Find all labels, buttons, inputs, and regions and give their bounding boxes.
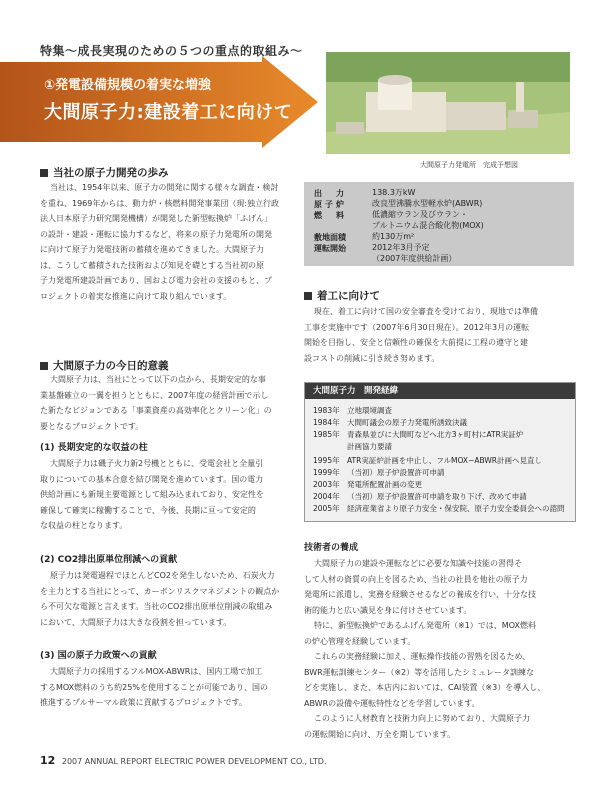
history-year: 1995年 bbox=[313, 456, 340, 465]
spec-row-site-area bbox=[314, 232, 414, 243]
subheading-stable-revenue: (1) 長期安定的な収益の柱 bbox=[40, 443, 148, 453]
spec-row-start bbox=[314, 243, 456, 264]
spec-value bbox=[372, 243, 456, 264]
text-line: 現在、着工に向けて国の安全審査を受けており、現地では準備 bbox=[314, 307, 538, 316]
spec-value-line: プルトニウム混合酸化物(MOX) bbox=[372, 220, 484, 230]
history-box bbox=[304, 382, 576, 522]
text-line: して人材の資質の向上を図るため、当社の社員を他社の原子力 bbox=[304, 574, 528, 584]
section-kicker: 特集〜成長実現のための５つの重点的取組み〜 bbox=[40, 44, 303, 58]
heading-square-icon bbox=[304, 292, 312, 300]
paragraph-engineer-training bbox=[304, 556, 574, 742]
paragraph-significance bbox=[40, 372, 290, 434]
spec-row-reactor bbox=[314, 199, 482, 210]
text-line: 術的能力と広い識見を身に付けさせています。 bbox=[304, 605, 472, 615]
text-line: 取りについての基本合意を結び開発を進めています。国の電力 bbox=[40, 474, 264, 484]
text-line: 子力発電所建設計画であり、国および電力会社の支援のもと、プ bbox=[40, 276, 272, 285]
paragraph-history bbox=[40, 180, 290, 304]
paragraph-toward-construction bbox=[304, 304, 574, 366]
text-line: た新たなビジョンである「事業資産の高効率化とクリーン化」の bbox=[40, 406, 272, 415]
text-line: 開始を目指し、安全と信頼性の確保を大前提に工程の遵守と建 bbox=[304, 338, 528, 347]
history-text: 大間町議会の原子力発電所誘致決議 bbox=[347, 418, 467, 427]
history-row bbox=[313, 467, 445, 478]
text-line: において、大間原子力は大きな役割を担っています。 bbox=[40, 617, 232, 627]
text-line: は、こうして蓄積された技術および知見を礎とする当社初の原 bbox=[40, 260, 264, 270]
text-line: 確保して確実に稼働することで、今後、長期に亘って安定的 bbox=[40, 505, 256, 515]
text-line: 特に、新型転換炉であるふげん発電所（※1）では、MOX燃料 bbox=[314, 621, 536, 630]
text-line: 大間原子力の採用するフルMOX-ABWRは、国内工場で加工 bbox=[50, 667, 263, 676]
heading-text: 着工に向けて bbox=[317, 290, 380, 302]
text-line: ロジェクトの着実な推進に向けて取り組んでいます。 bbox=[40, 291, 232, 301]
history-text: 計画協力要請 bbox=[347, 442, 392, 451]
text-line: の設計・建設・運転に協力するなど、将来の原子力発電所の開発 bbox=[40, 229, 272, 239]
history-row bbox=[313, 455, 542, 466]
paragraph-stable-revenue bbox=[40, 456, 290, 534]
history-text: 青森県並びに大間町などへ北方3ヶ町村にATR実証炉 bbox=[347, 430, 524, 439]
history-row bbox=[313, 479, 422, 490]
text-line: 要となるプロジェクトです。 bbox=[40, 421, 144, 431]
history-text: （当初）原子炉設置許可申請を取り下げ、改めて申請 bbox=[347, 492, 527, 501]
history-text: 立地環境調査 bbox=[347, 406, 392, 415]
text-line: 原子力は発電過程でほとんどCO2を発生しないため、石炭火力 bbox=[50, 571, 275, 580]
spec-box bbox=[304, 182, 574, 266]
history-year: 1984年 bbox=[313, 418, 340, 427]
plant-rendering-image bbox=[326, 52, 570, 154]
text-line: 法人日本原子力研究開発機構）が開発した新型転換炉「ふげん」 bbox=[40, 214, 272, 223]
text-line: 発電所に派遣し、実務を経験させるなどの養成を行い、十分な技 bbox=[304, 590, 536, 599]
spec-key: 敷地面積 bbox=[314, 233, 346, 242]
spec-value: 138.3万kW bbox=[372, 188, 416, 197]
history-year: 2004年 bbox=[313, 492, 340, 501]
history-text: 発電所配置計画の変更 bbox=[347, 480, 422, 489]
history-year: 1985年 bbox=[313, 430, 340, 439]
spec-key: 運転開始 bbox=[314, 244, 346, 253]
history-year: 2003年 bbox=[313, 480, 340, 489]
banner-subtitle: ①発電設備規模の着実な増強 bbox=[44, 78, 212, 93]
history-row bbox=[313, 429, 523, 440]
paragraph-national-policy bbox=[40, 664, 290, 711]
spec-row-fuel bbox=[314, 210, 484, 231]
text-line: 大間原子力は磯子火力新2号機とともに、受電会社と全量引 bbox=[50, 459, 264, 468]
text-line: の炉心管理を経験しています。 bbox=[304, 636, 416, 646]
spec-key: 原子炉 bbox=[314, 200, 347, 209]
history-title: 大間原子力 開発経緯 bbox=[305, 383, 575, 399]
spec-value-line: （2007年度供給計画） bbox=[372, 253, 457, 263]
text-line: 工事を実施中です（2007年6月30日現在）。2012年3月の運転 bbox=[304, 322, 530, 332]
history-row bbox=[313, 441, 392, 452]
history-year: 1999年 bbox=[313, 468, 340, 477]
subheading-national-policy: (3) 国の原子力政策への貢献 bbox=[40, 651, 157, 661]
heading-text: 当社の原子力開発の歩み bbox=[53, 167, 169, 179]
text-line: 設コストの削減に引き続き努めます。 bbox=[304, 353, 440, 363]
heading-text: 大間原子力の今日的意義 bbox=[53, 360, 169, 372]
text-line: 大間原子力は、当社にとって以下の点から、長期安定的な事 bbox=[50, 375, 266, 384]
history-row bbox=[313, 417, 467, 428]
history-row bbox=[313, 491, 527, 502]
text-line: ら不可欠な電源と言えます。当社のCO2排出原単位削減の取組み bbox=[40, 602, 273, 611]
page-footer bbox=[40, 754, 326, 767]
spec-value: 約130万m² bbox=[372, 232, 415, 241]
text-line: 供給計画にも新規主要電源として組み込まれており、安定性を bbox=[40, 490, 264, 499]
text-line: ABWRの設備や運転特性などを学習しています。 bbox=[304, 698, 480, 708]
history-year bbox=[313, 441, 347, 452]
spec-value bbox=[372, 210, 484, 231]
heading-square-icon bbox=[40, 169, 48, 177]
heading-engineer-training: 技術者の養成 bbox=[304, 543, 359, 553]
text-line: に向けて原子力発電技術の蓄積を進めてきました。大間原子力 bbox=[40, 245, 264, 254]
history-text: ATR実証炉計画を中止し、フルMOX−ABWR計画へ見直し bbox=[347, 456, 542, 465]
heading-square-icon bbox=[40, 362, 48, 370]
history-text: 経済産業省より原子力安全・保安院、原子力安全委員会への諮問 bbox=[347, 504, 565, 513]
spec-value-line: 低濃縮ウラン及びウラン・ bbox=[372, 210, 468, 219]
text-line: どを実施し、また、本店内においては、CAI装置（※3）を導入し、 bbox=[304, 683, 546, 692]
banner-title: 大間原子力:建設着工に向けて bbox=[44, 102, 293, 123]
history-year: 1983年 bbox=[313, 406, 340, 415]
paragraph-co2-reduction bbox=[40, 568, 290, 630]
history-text: （当初）原子炉設置許可申請 bbox=[347, 468, 445, 477]
heading-significance bbox=[40, 358, 169, 373]
heading-toward-construction bbox=[304, 288, 380, 303]
text-line: するMOX燃料のうち約25%を使用することが可能であり、国の bbox=[40, 682, 268, 692]
text-line: な収益の柱となります。 bbox=[40, 521, 128, 530]
spec-value-line: 2012年3月予定 bbox=[372, 243, 430, 252]
text-line: の運転開始に向け、万全を期しています。 bbox=[304, 729, 456, 739]
history-year: 2005年 bbox=[313, 504, 340, 513]
text-line: 推進するプルサーマル政策に貢献するプロジェクトです。 bbox=[40, 698, 247, 707]
spec-key: 燃 料 bbox=[314, 211, 347, 220]
text-line: 大間原子力の建設や運転などに必要な知識や技能の習得そ bbox=[314, 559, 522, 568]
heading-history-of-nuclear-development bbox=[40, 165, 169, 180]
history-row bbox=[313, 405, 392, 416]
footer-text: 2007 ANNUAL REPORT ELECTRIC POWER DEVELOPMENT CO., LTD. bbox=[61, 757, 327, 766]
text-line: 業基盤確立の一翼を担うとともに、2007年度の経営計画で示し bbox=[40, 390, 269, 400]
spec-row-output bbox=[314, 188, 415, 199]
history-row bbox=[313, 503, 565, 514]
text-line: を主力とする当社にとって、カーボンリスクマネジメントの観点か bbox=[40, 586, 280, 596]
text-line: BWR運転訓練センター（※2）等を活用したシミュレータ訓練な bbox=[304, 667, 534, 677]
text-line: を重ね、1969年からは、動力炉・核燃料開発事業団（現:独立行政 bbox=[40, 198, 280, 208]
text-line: このように人材教育と技術力向上に努めており、大間原子力 bbox=[314, 714, 530, 723]
text-line: 当社は、1954年以来、原子力の開発に関する様々な調査・検討 bbox=[50, 183, 279, 192]
spec-value: 改良型沸騰水型軽水炉(ABWR) bbox=[372, 199, 483, 208]
photo-caption: 大間原子力発電所 完成予想図 bbox=[420, 161, 518, 169]
text-line: これらの実務経験に加え、運転操作技能の習熟を図るため、 bbox=[314, 652, 531, 661]
spec-key: 出 力 bbox=[314, 189, 347, 198]
page-number: 12 bbox=[40, 754, 56, 767]
subheading-co2-reduction: (2) CO2排出原単位削減への貢献 bbox=[40, 555, 178, 565]
